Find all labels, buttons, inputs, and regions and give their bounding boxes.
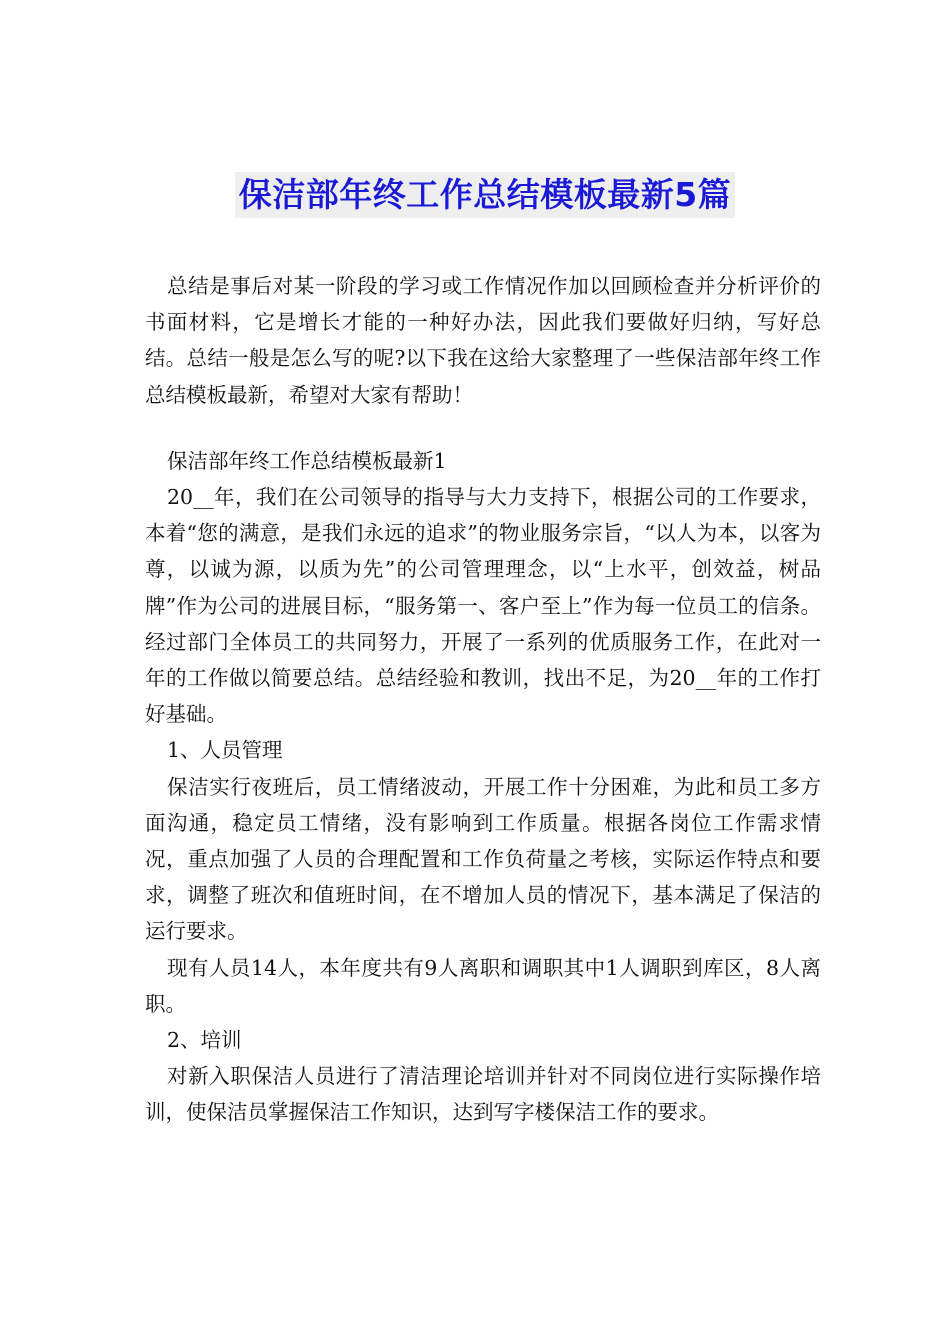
paragraph-personnel: 保洁实行夜班后，员工情绪波动，开展工作十分困难，为此和员工多方面沟通，稳定员工情绪，没有影响到工作质量。根据各岗位工作需求情况，重点加强了人员的合理配置和工作负荷量之考核，实际运作特点和要求，调整了班次和值班时间，在不增加人员的情况下，基本满足了保洁的运行要求。 [145, 774, 821, 944]
heading-training: 2、培训 [167, 1028, 242, 1053]
document-title: 保洁部年终工作总结模板最新5篇 [235, 172, 735, 218]
title-container [145, 172, 825, 218]
document-body [145, 268, 821, 1131]
intro-paragraph: 总结是事后对某一阶段的学习或工作情况作加以回顾检查并分析评价的书面材料，它是增长才能的一种好办法，因此我们要做好归纳，写好总结。总结一般是怎么写的呢?以下我在这给大家整理了一些保洁部年终工作总结模板最新，希望对大家有帮助！ [145, 274, 821, 407]
paragraph-gap [145, 413, 821, 443]
paragraph-opening: 20__年，我们在公司领导的指导与大力支持下，根据公司的工作要求，本着“您的满意，是我们永远的追求”的物业服务宗旨，“以人为本，以客为尊，以诚为源，以质为先”的公司管理理念，以“上水平，创效益，树品牌”作为公司的进展目标，“服务第一、客户至上”作为每一位员工的信条。经过部门全体员工的共同努力，开展了一系列的优质服务工作，在此对一年的工作做以简要总结。总结经验和教训，找出不足，为20__年的工作打好基础。 [145, 485, 821, 727]
heading-personnel-management: 1、人员管理 [167, 738, 283, 763]
paragraph-staff-count: 现有人员14人，本年度共有9人离职和调职其中1人调职到库区，8人离职。 [145, 955, 821, 1016]
section-title: 保洁部年终工作总结模板最新1 [167, 448, 447, 473]
paragraph-training: 对新入职保洁人员进行了清洁理论培训并针对不同岗位进行实际操作培训，使保洁员掌握保洁工作知识，达到写字楼保洁工作的要求。 [145, 1064, 821, 1125]
